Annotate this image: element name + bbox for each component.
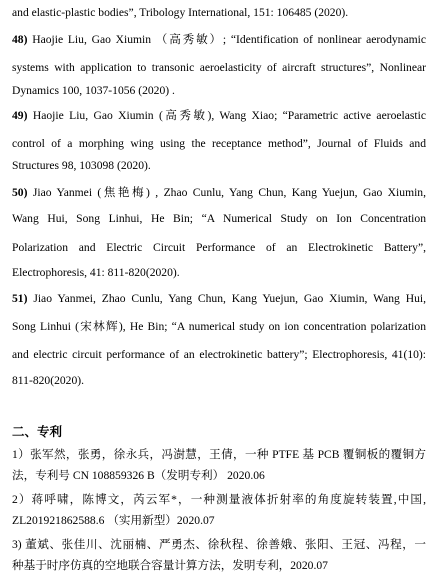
reference-50-line-3: Polarization and Electric Circuit Performance of an Electrokinetic Battery”, [12,241,426,254]
reference-47-line-3: and elastic-plastic bodies”, Tribology International, 151: 106485 (2020). [12,6,349,19]
reference-48-line-1: 48) Haojie Liu, Gao Xiumin （高秀敏）; “Identification of nonlinear aerodynamic [12,33,426,46]
patent-item-1-line-1: 1）张军然，张勇，徐永兵，冯澍慧，王倩，一种 PTFE 基 PCB 覆铜板的覆铜方 [12,448,426,461]
reference-number: 51) [12,292,28,305]
reference-48-line-2: systems with application to transonic aeroelasticity of aircraft structures”, Nonlinear [12,61,426,74]
patent-item-3-line-2: 种基于时序仿真的空地联合容量计算方法，发明专利，2020.07 [12,559,328,572]
reference-49-line-1: 49) Haojie Liu, Gao Xiumin (高秀敏), Wang Xiao; “Parametric active aeroelastic [12,109,426,122]
reference-51-line-2: Song Linhui (宋林辉), He Bin; “A numerical study on ion concentration polarization [12,320,426,333]
patent-item-3-line-1: 3) 董斌、张佳川、沈丽楠、严勇杰、徐秋程、徐善娥、张阳、王冠、冯程，一 [12,538,426,551]
patent-item-1-line-2: 法，专利号 CN 108859326 B（发明专利） 2020.06 [12,469,265,482]
reference-50-line-1: 50) Jiao Yanmei (焦艳梅) , Zhao Cunlu, Yang Chun, Kang Yuejun, Gao Xiumin, [12,186,426,199]
reference-51-line-1: 51) Jiao Yanmei, Zhao Cunlu, Yang Chun, Kang Yuejun, Gao Xiumin, Wang Hui, [12,292,426,305]
reference-50-line-2: Wang Hui, Song Linhui, He Bin; “A Numerical Study on Ion Concentration [12,212,426,225]
reference-number: 50) [12,186,28,199]
section-heading-patents: 二、专利 [12,425,63,439]
patent-item-2-line-1: 2）蒋呼啸，陈博文，芮云军*，一种测量液体折射率的角度旋转装置,中国, [12,493,426,506]
reference-number: 49) [12,109,28,122]
reference-50-line-4: Electrophoresis, 41: 811-820(2020). [12,266,180,279]
reference-49-line-2: control of a morphing wing using the receptance method”, Journal of Fluids and [12,137,426,150]
reference-49-line-3: Structures 98, 103098 (2020). [12,159,151,172]
reference-51-line-3: and electric circuit performance of an electrokinetic battery”; Electrophoresis, 41(10): [12,348,426,361]
reference-number: 48) [12,33,28,46]
reference-51-line-4: 811-820(2020). [12,374,85,387]
reference-48-line-3: Dynamics 100, 1037-1056 (2020) . [12,84,175,97]
patent-item-2-line-2: ZL201921862588.6 （实用新型）2020.07 [12,514,215,527]
